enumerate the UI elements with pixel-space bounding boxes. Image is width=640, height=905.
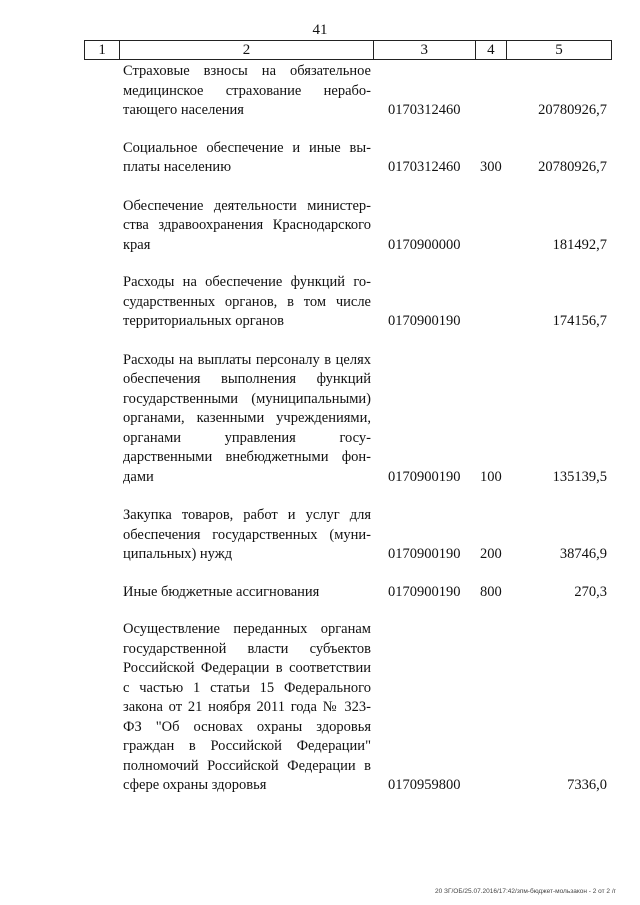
row-target-code: 0170900000 <box>388 236 461 253</box>
footer-stamp: 20 ЗГ/ОБ/25.07.2016/17:42/зпм-бюджет-мользакон - 2 от 2 /г <box>435 888 616 895</box>
row-description: Иные бюджетные ассигнования <box>123 583 320 600</box>
row-expense-group: 200 <box>480 546 502 562</box>
row-amount: 20780926,7 <box>538 102 607 118</box>
table-row <box>0 620 640 796</box>
column-header-3: 3 <box>373 41 475 60</box>
row-description: Страховые взносы на обязательное медицинское страхование неработающего населения <box>123 63 371 118</box>
column-header-table <box>84 40 612 60</box>
row-amount: 270,3 <box>574 583 607 600</box>
column-header-4: 4 <box>475 41 506 60</box>
row-amount: 135139,5 <box>552 468 607 485</box>
row-target-code: 0170312460 <box>388 159 461 175</box>
table-row <box>0 197 640 256</box>
row-description: Обеспечение деятельности министерства здравоохранения Краснодарского края <box>123 197 371 253</box>
row-expense-group: 300 <box>480 159 502 175</box>
row-target-code: 0170959800 <box>388 777 461 793</box>
table-row <box>0 273 640 332</box>
row-description: Осуществление переданных органам государственной власти субъектов Российской Федерации в соответствии с частью 1 статьи 15 Федерального закона от 21 ноября 2011 года № 323-ФЗ "Об основах охраны здоровья граждан в Российской Федерации" полномочий Российской Федерации в сфере охраны здоровья <box>123 621 371 793</box>
row-amount: 38746,9 <box>559 546 607 562</box>
row-amount: 174156,7 <box>552 313 607 329</box>
column-header-1: 1 <box>85 41 120 60</box>
row-target-code: 0170900190 <box>388 583 461 600</box>
row-description: Расходы на выплаты персоналу в целях обеспечения выполнения функций государственными (муниципальными) органами, казенными учреждениями, органами управления государственными внебюджетными фондами <box>123 351 371 485</box>
table-row <box>0 139 640 178</box>
row-target-code: 0170900190 <box>388 468 461 485</box>
row-expense-group: 800 <box>480 583 502 600</box>
row-amount: 7336,0 <box>567 777 607 793</box>
column-header-2: 2 <box>120 41 373 60</box>
row-expense-group: 100 <box>480 468 502 485</box>
row-target-code: 0170312460 <box>388 102 461 118</box>
page-number: 41 <box>312 22 328 38</box>
row-description: Расходы на обеспечение функций государственных органов, в том числе территориальных органов <box>123 274 371 329</box>
row-target-code: 0170900190 <box>388 546 461 562</box>
column-header-row <box>85 41 612 60</box>
row-target-code: 0170900190 <box>388 313 461 329</box>
column-header-5: 5 <box>506 41 611 60</box>
budget-rows <box>0 62 640 796</box>
table-row <box>0 583 640 603</box>
table-row <box>0 351 640 488</box>
table-row <box>0 62 640 121</box>
row-description: Закупка товаров, работ и услуг для обеспечения государственных (муниципальных) нужд <box>123 507 371 562</box>
row-amount: 181492,7 <box>552 236 607 253</box>
row-amount: 20780926,7 <box>538 159 607 175</box>
table-row <box>0 506 640 565</box>
row-description: Социальное обеспечение и иные выплаты населению <box>123 139 371 175</box>
